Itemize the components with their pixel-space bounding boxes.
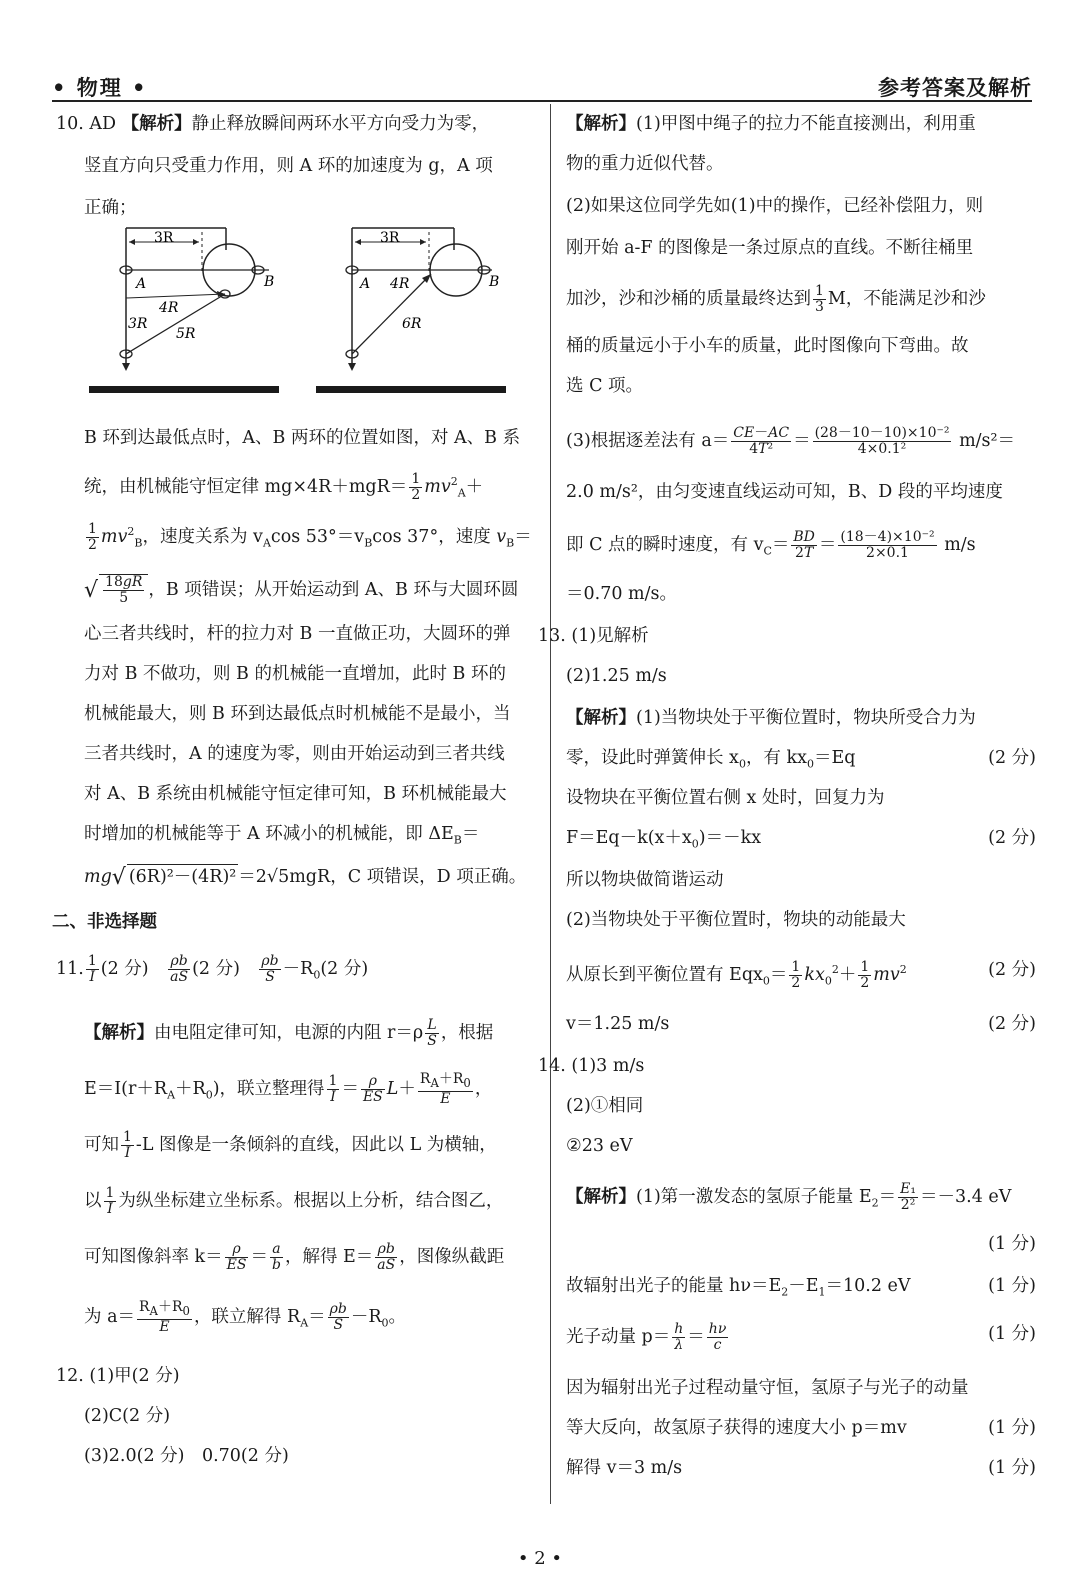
q12-line-2: (2)C(2 分) — [84, 1406, 171, 1426]
q12-analysis-11: ＝0.70 m/s。 — [566, 584, 677, 604]
q11-line-6: 为 a＝ $\frac{R_A+R_0}{E}$ ，联立解得 $R_A=$ $\frac{\rho b}{S}$ $-R_0$。 — [84, 1299, 407, 1335]
q10-line-1: 10. AD 【解析】静止释放瞬间两环水平方向受力为零， — [56, 114, 490, 134]
q12-analysis-9: 2.0 m/s²，由匀变速直线运动可知，B、D 段的平均速度 — [566, 482, 1003, 502]
header-rule — [52, 100, 1032, 102]
svg-text:4R: 4R — [159, 300, 179, 316]
svg-text:5R: 5R — [176, 326, 196, 342]
q14-line-1: 14. (1)3 m/s — [538, 1056, 645, 1076]
q13-line-5: 设物块在平衡位置右侧 x 处时，回复力为 — [566, 788, 885, 808]
q12-analysis-3: (2)如果这位同学先如(1)中的操作，已经补偿阻力，则 — [566, 196, 984, 216]
page-header — [52, 72, 1032, 102]
q14-line-3: ②23 eV — [566, 1136, 633, 1156]
q14-points-2: (1 分) — [988, 1276, 1036, 1296]
q12-analysis-6: 桶的质量远小于小车的质量，此时图像向下弯曲。故 — [566, 336, 969, 356]
q12-line-1: 12. (1)甲(2 分) — [56, 1366, 180, 1386]
q12-analysis-7: 选 C 项。 — [566, 376, 644, 396]
q14-line-2: (2)①相同 — [566, 1096, 644, 1116]
q12-analysis-8: (3)根据逐差法有 a＝ $\frac{CE-AC}{\text{4T²}}$ ＝ $\frac{\text{(28－10－10)×10⁻²}}{\text{4×0.1²}}$ m/s²＝ — [566, 425, 1016, 457]
q13-line-8: (2)当物块处于平衡位置时，物块的动能最大 — [566, 910, 906, 930]
q12-analysis-10: 即 C 点的瞬时速度，有 $v_C=$ $\frac{BD}{2T}$ ＝ $\frac{\text{(18－4)×10⁻²}}{2\times 0.1}$ m/s — [566, 529, 976, 561]
q13-line-9: 从原长到平衡位置有 Eqx$_0$＝ $\frac{1}{2}$ $kx_0^2+$ $\frac{1}{2}$ $mv^2$ — [566, 958, 907, 991]
q11-line-5: 可知图像斜率 k＝ $\frac{\rho}{ES}$ ＝ $\frac{a}{b}$ ，解得 E＝ $\frac{\rho b}{aS}$ ，图像纵截距 — [84, 1241, 505, 1273]
column-divider — [550, 104, 551, 1504]
q13-points-3: (2 分) — [988, 960, 1036, 980]
q10-line-5: 统，由机械能守恒定律 mg×4R＋mgR＝ $\frac{1}{2}$ $mv^2_A+$ — [84, 470, 484, 503]
q10-line-2: 竖直方向只受重力作用，则 A 环的加速度为 g，A 项 — [84, 156, 493, 176]
q10-line-9: 力对 B 不做功，则 B 的机械能一直增加，此时 B 环的 — [84, 664, 506, 684]
subject-label: • 物理 • — [52, 75, 148, 100]
svg-text:6R: 6R — [402, 316, 422, 332]
q13-line-4: 零，设此时弹簧伸长 $x_0$，有 $kx_0=Eq$ — [566, 748, 856, 771]
page-number: • 2 • — [517, 1548, 563, 1569]
q11-line-1: 【解析】由电阻定律可知，电源的内阻 r＝ρ $\frac{L}{S}$ ，根据 — [84, 1017, 494, 1049]
svg-text:A: A — [136, 276, 147, 292]
svg-text:3R: 3R — [128, 316, 148, 332]
q10-line-13: 时增加的机械能等于 A 环减小的机械能，即 $\Delta E_B=$ — [84, 824, 480, 847]
q13-line-3: 【解析】(1)当物块处于平衡位置时，物块所受合力为 — [566, 708, 976, 728]
q14-line-7: 因为辐射出光子过程动量守恒，氢原子与光子的动量 — [566, 1378, 969, 1398]
q12-analysis-5: 加沙，沙和沙桶的质量最终达到 $\frac{1}{3}$ M，不能满足沙和沙 — [566, 283, 986, 315]
svg-text:A: A — [360, 276, 371, 292]
q10-line-8: 心三者共线时，杆的拉力对 B 一直做正功，大圆环的弹 — [84, 624, 511, 644]
page-title: 参考答案及解析 — [878, 75, 1032, 100]
q12-line-3: (3)2.0(2 分) 0.70(2 分) — [84, 1446, 289, 1466]
q14-line-4: 【解析】(1)第一激发态的氢原子能量 $E_2=$ $\frac{\text{E₁}}{\text{2²}}$ ＝－3.4 eV — [566, 1181, 1012, 1213]
q13-line-7: 所以物块做简谐运动 — [566, 870, 724, 890]
svg-text:B: B — [264, 274, 275, 290]
q14-line-8: 等大反向，故氢原子获得的速度大小 p＝mv — [566, 1418, 907, 1438]
ring-diagram — [84, 224, 524, 404]
q14-points-4: (1 分) — [988, 1418, 1036, 1438]
section-title: 二、非选择题 — [52, 912, 157, 932]
svg-text:B: B — [489, 274, 500, 290]
q14-line-6: 光子动量 p＝ $\frac{h}{\lambda}$ ＝ $\frac{h\nu}{c}$ — [566, 1321, 727, 1353]
q13-points-4: (2 分) — [988, 1014, 1036, 1034]
q13-line-6: $F=Eq-k(x+x_0)=-kx$ — [566, 828, 762, 851]
q10-line-11: 三者共线时，A 的速度为零，则由开始运动到三者共线 — [84, 744, 505, 764]
q11-answer-line: 11. $\frac{1}{I}$ (2 分) $\frac{\rho b}{aS}$ (2 分) $\frac{\rho b}{S}$ $-R_0(2$ 分) — [56, 953, 369, 985]
left-figure — [89, 228, 279, 393]
q13-points-2: (2 分) — [988, 828, 1036, 848]
q10-line-10: 机械能最大，则 B 环到达最低点时机械能不是最小，当 — [84, 704, 511, 724]
q14-line-9: 解得 v＝3 m/s — [566, 1458, 683, 1478]
svg-text:3R: 3R — [380, 230, 400, 246]
q13-line-10: v＝1.25 m/s — [566, 1014, 670, 1034]
q14-points-1: (1 分) — [988, 1234, 1036, 1254]
q11-line-2: $E=I(r+R_A+R_0)$，联立整理得 $\frac{1}{I}$ ＝ $\frac{\rho}{ES}$ L＋ $\frac{R_A+R_0}{E}$ ， — [84, 1071, 493, 1107]
q10-line-6: $\frac{1}{2}$ $mv^2_B$，速度关系为 $v_A\cos$ $53^\circ=v_B\cos$ 37°，速度 $v_B=$ — [88, 520, 532, 553]
q12-analysis-1: 【解析】(1)甲图中绳子的拉力不能直接测出，利用重 — [566, 114, 976, 134]
q14-line-5: 故辐射出光子的能量 $h\nu=E_2-E_1=10.2$ eV — [566, 1276, 911, 1299]
svg-text:4R: 4R — [390, 276, 410, 292]
q11-line-3: 可知 $\frac{1}{I}$ -L 图像是一条倾斜的直线，因此以 L 为横轴， — [84, 1129, 497, 1161]
q10-line-14: mg√ (6R)²－(4R)² ＝2√5mgR，C 项错误，D 项正确。 — [84, 865, 527, 890]
svg-text:3R: 3R — [154, 230, 174, 246]
q14-points-5: (1 分) — [988, 1458, 1036, 1478]
q10-line-4: B 环到达最低点时，A、B 两环的位置如图，对 A、B 系 — [84, 428, 521, 448]
q13-line-2: (2)1.25 m/s — [566, 666, 667, 686]
q11-line-4: 以 $\frac{1}{I}$ 为纵坐标建立坐标系。根据以上分析，结合图乙， — [84, 1185, 504, 1217]
q13-line-1: 13. (1)见解析 — [538, 626, 649, 646]
q10-line-7: √ $\frac{18gR}{5}$ ，B 项错误；从开始运动到 A、B 环与大圆环圆 — [84, 574, 519, 606]
q13-points-1: (2 分) — [988, 748, 1036, 768]
q10-line-12: 对 A、B 系统由机械能守恒定律可知，B 环机械能最大 — [84, 784, 507, 804]
q12-analysis-2: 物的重力近似代替。 — [566, 154, 724, 174]
right-figure — [316, 228, 506, 393]
q12-analysis-4: 刚开始 a-F 的图像是一条过原点的直线。不断往桶里 — [566, 238, 974, 258]
q14-points-3: (1 分) — [988, 1324, 1036, 1344]
q10-line-3: 正确； — [84, 198, 137, 218]
